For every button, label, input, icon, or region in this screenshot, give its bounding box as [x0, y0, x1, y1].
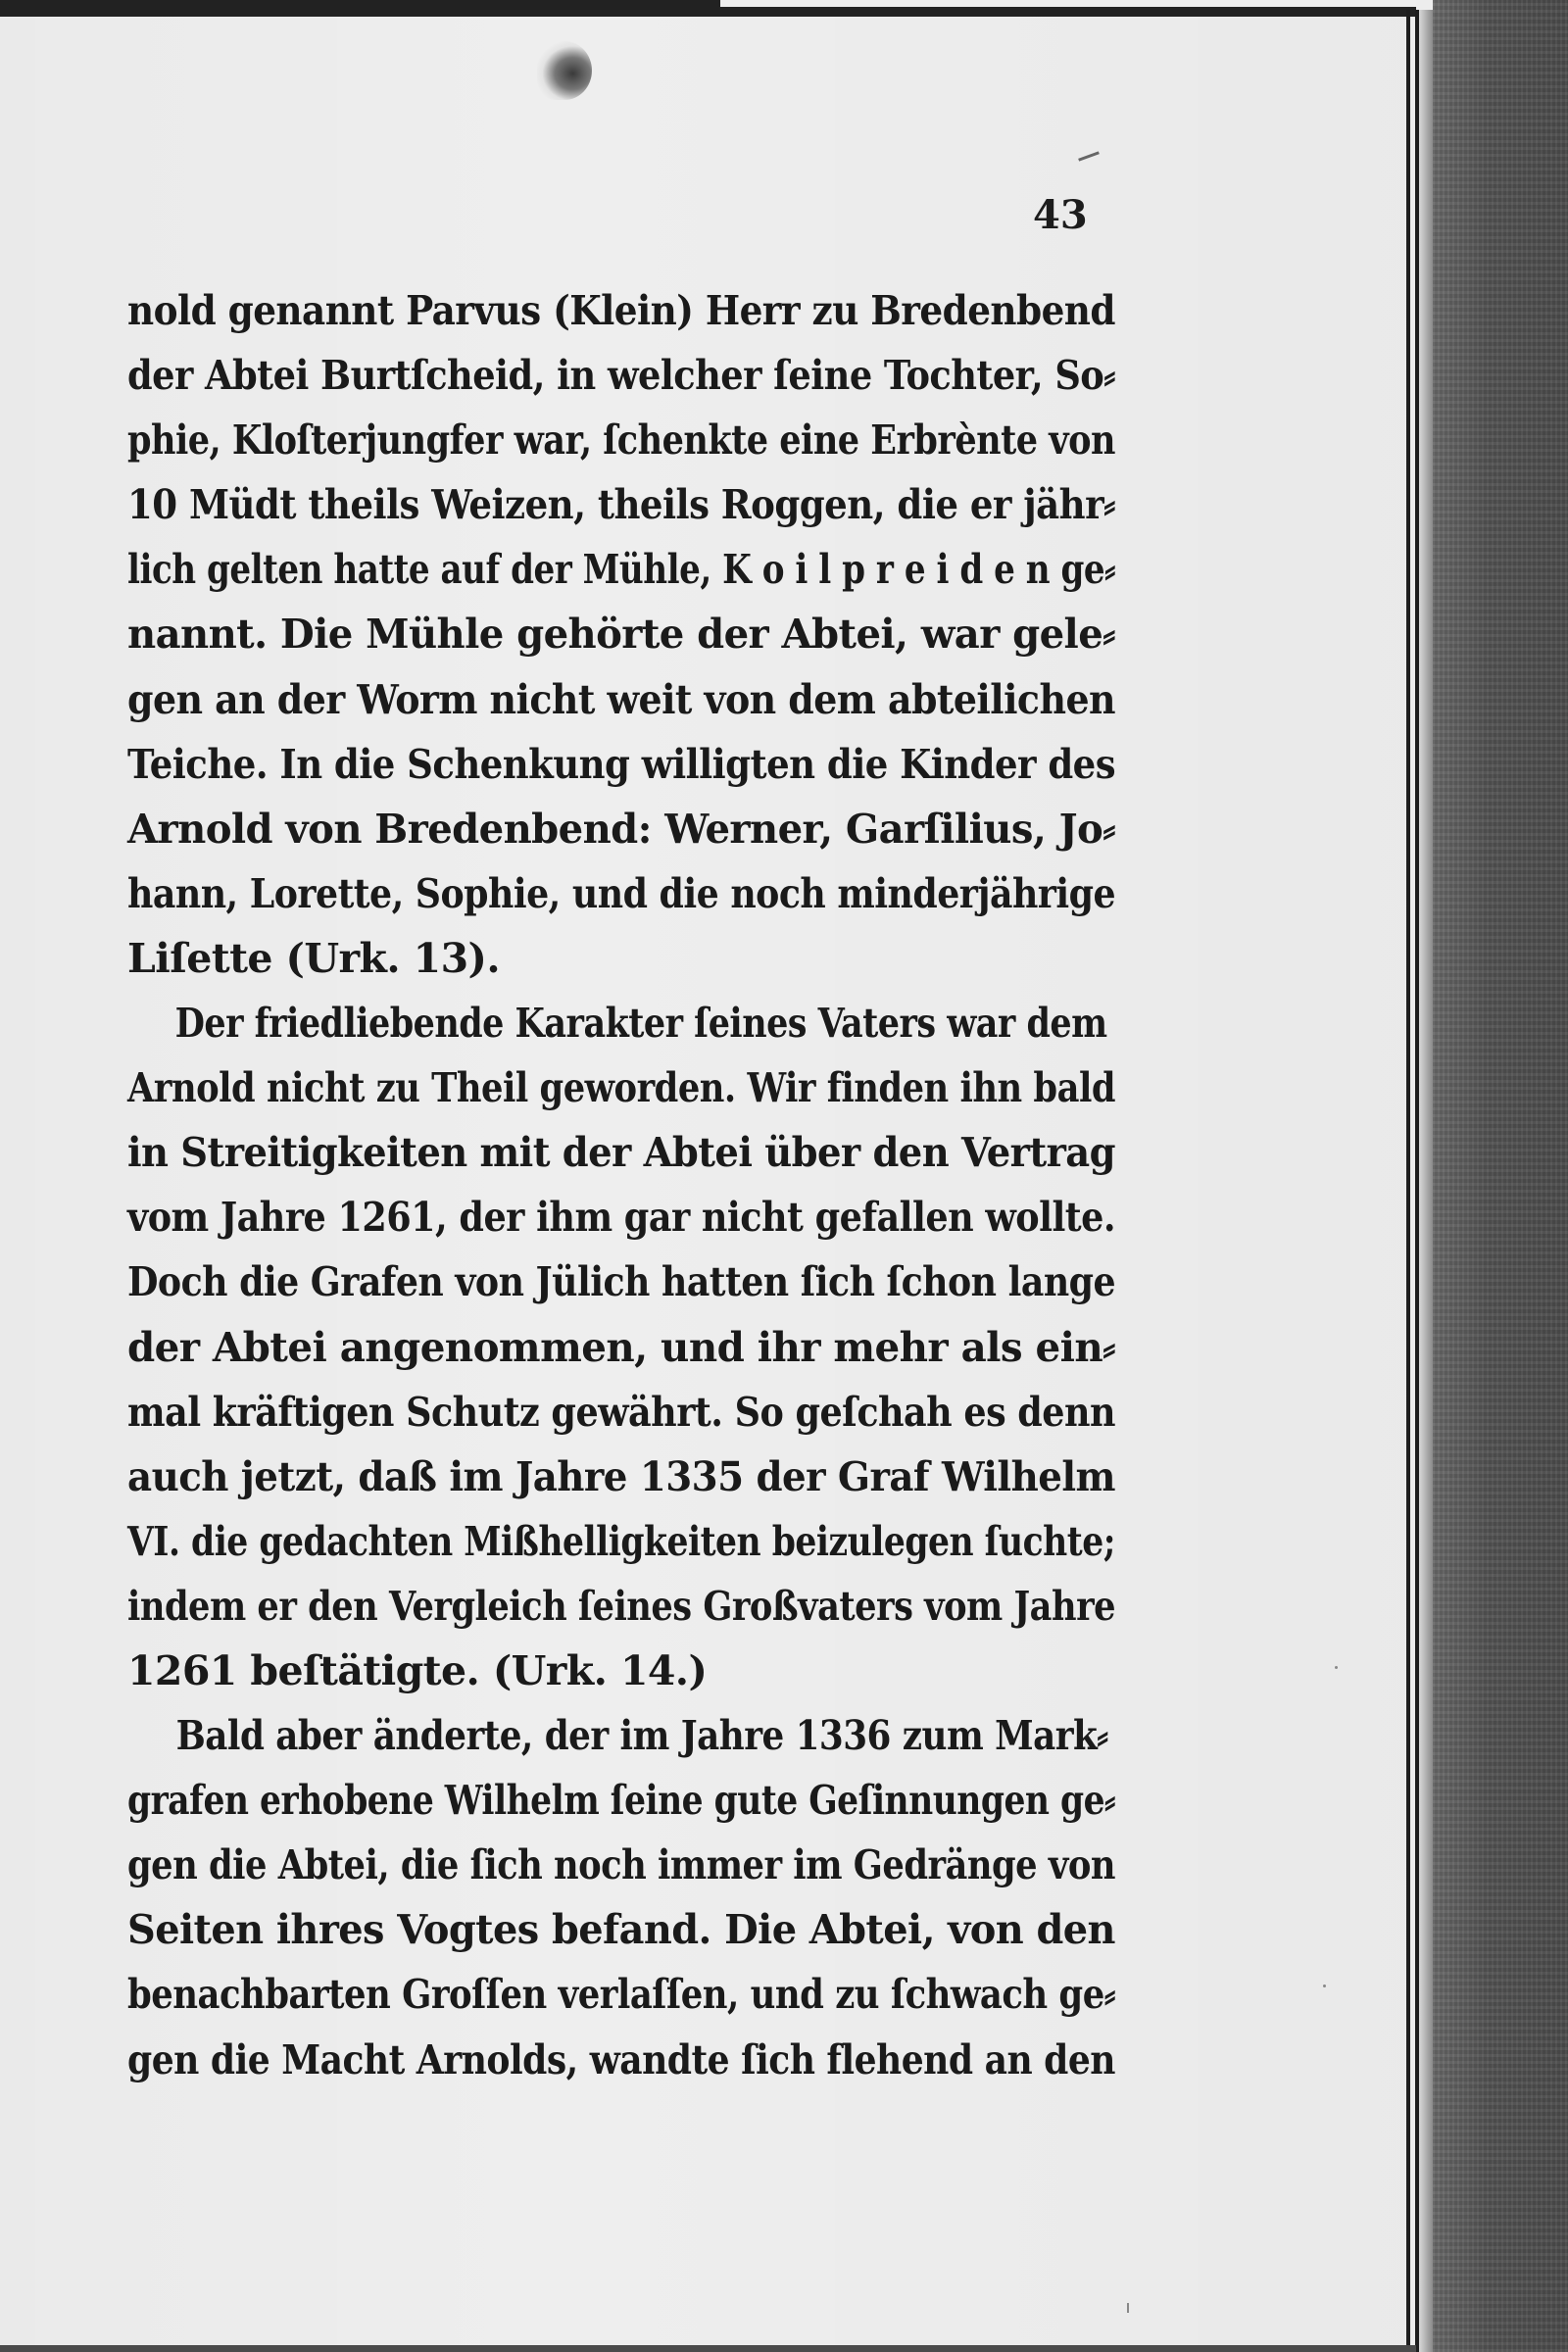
text-line: mal kräftigen Schutz gewährt. So geſchah es denn: [127, 1388, 1116, 1436]
text-line: in Streitigkeiten mit der Abtei über den Vertrag: [127, 1129, 1116, 1177]
book-binding-gutter: [1433, 0, 1568, 2352]
paper-speck: [1335, 1666, 1338, 1669]
text-line: Arnold nicht zu Theil geworden. Wir finden ihn bald: [127, 1064, 1116, 1112]
text-line: benachbarten Groſſen verlaſſen, und zu ſchwach ge⸗: [127, 1971, 1116, 2019]
text-line: VI. die gedachten Mißhelligkeiten beizulegen ſuchte;: [127, 1517, 1115, 1565]
text-line: Der friedliebende Karakter ſeines Vaters war dem: [174, 1000, 1107, 1048]
text-line: Teiche. In die Schenkung willigten die Kinder des: [127, 740, 1116, 788]
text-line: Liſette (Urk. 13).: [127, 934, 501, 982]
text-line: gen die Macht Arnolds, wandte ſich flehend an den: [127, 2035, 1116, 2083]
body-text: [127, 278, 1115, 2092]
paper-speck: [1127, 2303, 1129, 2313]
text-line: 1261 beſtätigte. (Urk. 14.): [127, 1646, 708, 1694]
text-line: Seiten ihres Vogtes befand. Die Abtei, von den: [127, 1906, 1115, 1954]
text-line: Arnold von Bredenbend: Werner, Garſilius, Jo⸗: [127, 805, 1115, 853]
text-line: Doch die Grafen von Jülich hatten ſich ſchon lange: [127, 1258, 1116, 1306]
paper-speck: [1323, 1984, 1326, 1987]
text-line: lich gelten hatte auf der Mühle, K o i l p r e i d e n ge⸗: [127, 546, 1115, 594]
text-line: der Abtei Burtſcheid, in welcher ſeine Tochter, So⸗: [127, 352, 1115, 400]
page-edge-highlight: [1419, 10, 1433, 2352]
text-line: auch jetzt, daß im Jahre 1335 der Graf Wilhelm: [127, 1452, 1115, 1500]
scan-bottom-border: [0, 2345, 1416, 2352]
text-line: der Abtei angenommen, und ihr mehr als ein⸗: [127, 1323, 1116, 1371]
text-line: nannt. Die Mühle gehörte der Abtei, war gele⸗: [127, 611, 1115, 659]
page-number: 43: [1033, 192, 1088, 238]
text-line: gen an der Worm nicht weit von dem abteilichen: [127, 675, 1115, 723]
text-line: Bald aber änderte, der im Jahre 1336 zum Mark⸗: [175, 1712, 1108, 1760]
paper-hole-mark: [537, 41, 592, 100]
page-edge-line: [1406, 10, 1410, 2352]
text-line: nold genannt Parvus (Klein) Herr zu Bredenbend: [127, 287, 1115, 334]
scan-top-border-thin: [720, 0, 1416, 7]
text-line: 10 Müdt theils Weizen, theils Roggen, die er jähr⸗: [127, 481, 1115, 529]
text-line: phie, Kloſterjungfer war, ſchenkte eine Erbrènte von: [127, 416, 1115, 465]
text-line: grafen erhobene Wilhelm ſeine gute Geſinnungen ge⸗: [127, 1777, 1116, 1825]
text-line: hann, Lorette, Sophie, und die noch minderjährige: [127, 869, 1116, 917]
text-line: indem er den Vergleich ſeines Großvaters vom Jahre: [127, 1582, 1116, 1630]
text-line: vom Jahre 1261, der ihm gar nicht gefallen wollte.: [127, 1194, 1116, 1242]
text-line: gen die Abtei, die ſich noch immer im Gedränge von: [127, 1841, 1116, 1889]
